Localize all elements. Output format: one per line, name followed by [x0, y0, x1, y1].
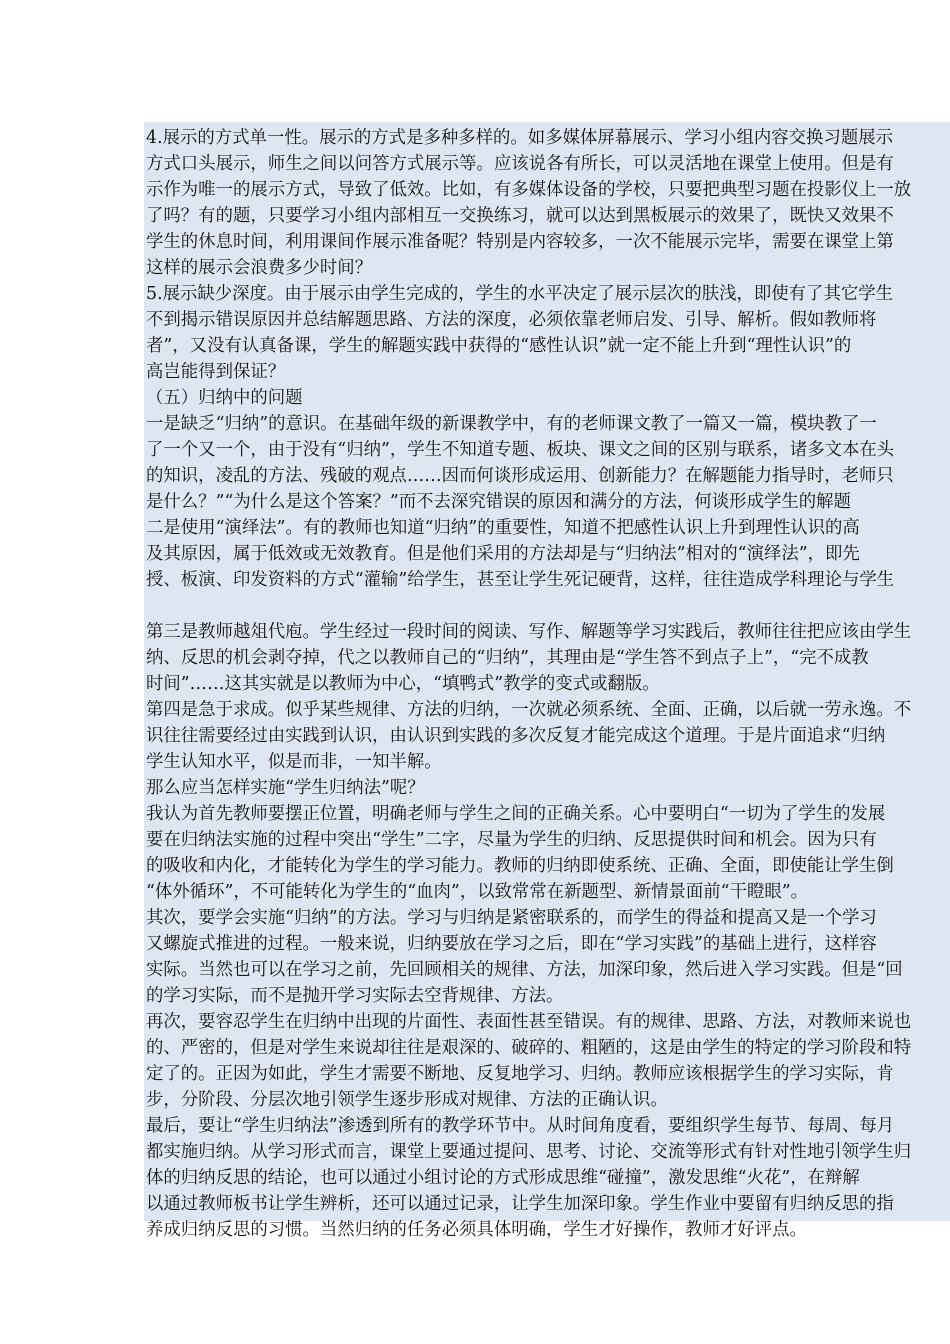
paragraph-line: 示作为唯一的展示方式，导致了低效。比如，有多媒体设备的学校，只要把典型习题在投影仪上一放 [146, 180, 912, 200]
paragraph-line: 授、板演、印发资料的方式“灌输”给学生，甚至让学生死记硬背，这样，往往造成学科理论与学生 [146, 570, 895, 590]
paragraph-line: 第三是教师越俎代庖。学生经过一段时间的阅读、写作、解题等学习实践后，教师往往把应该由学生 [146, 622, 912, 642]
paragraph-line: 体的归纳反思的结论，也可以通过小组讨论的方式形成思维“碰撞”，激发思维“火花”，在辩解 [146, 1168, 860, 1188]
paragraph-line: 的、严密的，但是对学生来说却往往是艰深的、破碎的、粗陋的，这是由学生的特定的学习阶段和特 [146, 1038, 912, 1058]
paragraph-line: 高岂能得到保证？ [146, 362, 286, 382]
paragraph-line: 的知识，凌乱的方法、残破的观点……因而何谈形成运用、创新能力？在解题能力指导时，老师只 [146, 466, 894, 486]
paragraph-line: 学生的休息时间，利用课间作展示准备呢？特别是内容较多，一次不能展示完毕，需要在课堂上第 [146, 232, 894, 252]
paragraph-line: 这样的展示会浪费多少时间？ [146, 258, 373, 278]
paragraph-line: 时间”……这其实就是以教师为中心，“填鸭式”教学的变式或翻版。 [146, 674, 660, 694]
paragraph-line: 以通过教师板书让学生辨析，还可以通过记录，让学生加深印象。学生作业中要留有归纳反思的指 [146, 1194, 894, 1214]
paragraph-line: 5.展示缺少深度。由于展示由学生完成的，学生的水平决定了展示层次的肤浅，即使有了其它学生 [146, 284, 894, 304]
paragraph-line: 及其原因，属于低效或无效教育。但是他们采用的方法却是与“归纳法”相对的“演绎法”，即先 [146, 544, 860, 564]
paragraph-line: 养成归纳反思的习惯。当然归纳的任务必须具体明确，学生才好操作，教师才好评点。 [146, 1220, 807, 1240]
paragraph-line: 一是缺乏“归纳”的意识。在基础年级的新课教学中，有的老师课文教了一篇又一篇，模块教了一 [146, 414, 877, 434]
paragraph-line: 的学习实际，而不是抛开学习实际去空背规律、方法。 [146, 986, 564, 1006]
paragraph-line: 都实施归纳。从学习形式而言，课堂上要通过提问、思考、讨论、交流等形式有针对性地引领学生归 [146, 1142, 912, 1162]
document-text-block [144, 122, 950, 1240]
paragraph-line: 实际。当然也可以在学习之前，先回顾相关的规律、方法，加深印象，然后进入学习实践。但是“回 [146, 960, 903, 980]
paragraph-line: 我认为首先教师要摆正位置，明确老师与学生之间的正确关系。心中要明白“一切为了学生的发展 [146, 804, 886, 824]
paragraph-line: 其次，要学会实施“归纳”的方法。学习与归纳是紧密联系的，而学生的得益和提高又是一个学习 [146, 908, 877, 928]
paragraph-line: 了吗？有的题，只要学习小组内部相互一交换练习，就可以达到黑板展示的效果了，既快又效果不 [146, 206, 894, 226]
paragraph-line: 最后，要让“学生归纳法”渗透到所有的教学环节中。从时间角度看，要组织学生每节、每周、每月 [146, 1116, 895, 1136]
paragraph-line: 识往往需要经过由实践到认识，由认识到实践的多次反复才能完成这个道理。于是片面追求“归纳 [146, 726, 886, 746]
paragraph-line: 了一个又一个，由于没有“归纳”，学生不知道专题、板块、课文之间的区别与联系，诸多文本在头 [146, 440, 895, 460]
paragraph-line: 二是使用“演绎法”。有的教师也知道“归纳”的重要性，知道不把感性认识上升到理性认识的高 [146, 518, 860, 538]
section-heading: （五）归纳中的问题 [146, 388, 303, 408]
paragraph-line: 不到揭示错误原因并总结解题思路、方法的深度，必须依靠老师启发、引导、解析。假如教师将 [146, 310, 877, 330]
paragraph-line: 定了的。正因为如此，学生才需要不断地、反复地学习、归纳。教师应该根据学生的学习实际，肯 [146, 1064, 894, 1084]
paragraph-line: 的吸收和内化，才能转化为学生的学习能力。教师的归纳即使系统、正确、全面，即使能让学生倒 [146, 856, 894, 876]
paragraph-line: 4.展示的方式单一性。展示的方式是多种多样的。如多媒体屏幕展示、学习小组内容交换习题展示 [146, 128, 894, 148]
paragraph-line: 方式口头展示，师生之间以问答方式展示等。应该说各有所长，可以灵活地在课堂上使用。但是有 [146, 154, 894, 174]
paragraph-line: 又螺旋式推进的过程。一般来说，归纳要放在学习之后，即在“学习实践”的基础上进行，这样容 [146, 934, 877, 954]
paragraph-line: 学生认知水平，似是而非，一知半解。 [146, 752, 442, 772]
paragraph-line: 者”，又没有认真备课，学生的解题实践中获得的“感性认识”就一定不能上升到“理性认识”的 [146, 336, 852, 356]
paragraph-line: “体外循环”，不可能转化为学生的“血肉”，以致常常在新题型、新情景面前“干瞪眼”。 [146, 882, 809, 902]
paragraph-line: 第四是急于求成。似乎某些规律、方法的归纳，一次就必须系统、全面、正确，以后就一劳永逸。不 [146, 700, 912, 720]
paragraph-line: 那么应当怎样实施“学生归纳法”呢？ [146, 778, 425, 798]
paragraph-line: 步，分阶段、分层次地引领学生逐步形成对规律、方法的正确认识。 [146, 1090, 668, 1110]
paragraph-line: 是什么？”“为什么是这个答案？”而不去深究错误的原因和满分的方法，何谈形成学生的解题 [146, 492, 851, 512]
paragraph-line: 纳、反思的机会剥夺掉，代之以教师自己的“归纳”，其理由是“学生答不到点子上”，“完不成教 [146, 648, 869, 668]
paragraph-line: 再次，要容忍学生在归纳中出现的片面性、表面性甚至错误。有的规律、思路、方法，对教师来说也 [146, 1012, 912, 1032]
paragraph-line: 要在归纳法实施的过程中突出“学生”二字，尽量为学生的归纳、反思提供时间和机会。因为只有 [146, 830, 877, 850]
